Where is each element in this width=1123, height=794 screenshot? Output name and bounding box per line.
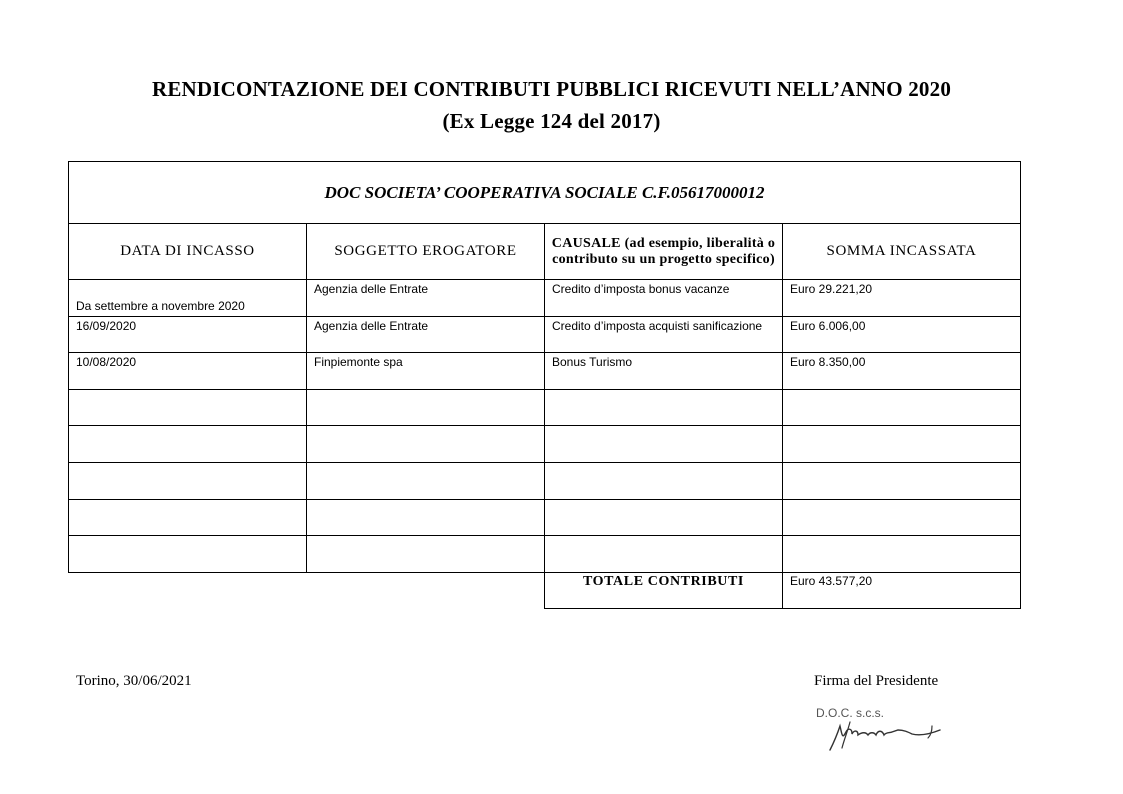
company-name: DOC SOCIETA’ COOPERATIVA SOCIALE C.F.05617000012: [68, 161, 1021, 224]
cell-amount: Euro 6.006,00: [783, 317, 1020, 353]
header-date: DATA DI INCASSO: [69, 223, 307, 280]
cell-causale: Credito d’imposta acquisti sanificazione: [545, 317, 783, 353]
cell-amount: Euro 29.221,20: [783, 280, 1020, 317]
place-date: Torino, 30/06/2021: [76, 673, 192, 689]
cell-date: [69, 463, 307, 500]
document-subtitle: (Ex Legge 124 del 2017): [442, 109, 661, 133]
cell-amount: [783, 500, 1020, 536]
stamp-text: D.O.C. s.c.s.: [816, 706, 885, 720]
cell-payer: Agenzia delle Entrate: [307, 280, 545, 317]
cell-amount: [783, 426, 1020, 463]
total-label: TOTALE CONTRIBUTI: [545, 572, 783, 608]
cell-amount: Euro 8.350,00: [783, 353, 1020, 390]
header-amount-label: SOMMA INCASSATA: [826, 242, 977, 259]
cell-causale: [545, 536, 783, 573]
handwritten-signature: [812, 702, 962, 762]
header-payer: SOGGETTO EROGATORE: [307, 223, 545, 280]
cell-date: 16/09/2020: [69, 317, 307, 353]
cell-causale: [545, 390, 783, 426]
cell-date: [69, 390, 307, 426]
cell-amount: [783, 390, 1020, 426]
cell-amount: [783, 463, 1020, 500]
header-causale: CAUSALE (ad esempio, liberalità o contributo su un progetto specifico): [545, 223, 783, 280]
cell-payer: Agenzia delle Entrate: [307, 317, 545, 353]
total-value: Euro 43.577,20: [790, 574, 873, 588]
cell-causale: [545, 463, 783, 500]
signature-stamp: [812, 702, 962, 762]
cell-payer: [307, 463, 545, 500]
cell-causale: Bonus Turismo: [545, 353, 783, 390]
cell-date: [69, 500, 307, 536]
cell-payer: Finpiemonte spa: [307, 353, 545, 390]
cell-causale: [545, 500, 783, 536]
cell-payer: [307, 500, 545, 536]
cell-date: Da settembre a novembre 2020: [69, 280, 307, 317]
cell-causale: Credito d’imposta bonus vacanze: [545, 280, 783, 317]
header-amount: [783, 223, 1020, 280]
cell-date: [69, 536, 307, 573]
document-title: RENDICONTAZIONE DEI CONTRIBUTI PUBBLICI RICEVUTI NELL’ANNO 2020: [151, 77, 952, 101]
cell-date: [69, 426, 307, 463]
cell-amount: [783, 536, 1020, 573]
cell-date: 10/08/2020: [69, 353, 307, 390]
signature-label: Firma del Presidente: [814, 673, 939, 689]
cell-causale: [545, 426, 783, 463]
cell-payer: [307, 390, 545, 426]
cell-payer: [307, 536, 545, 573]
cell-payer: [307, 426, 545, 463]
